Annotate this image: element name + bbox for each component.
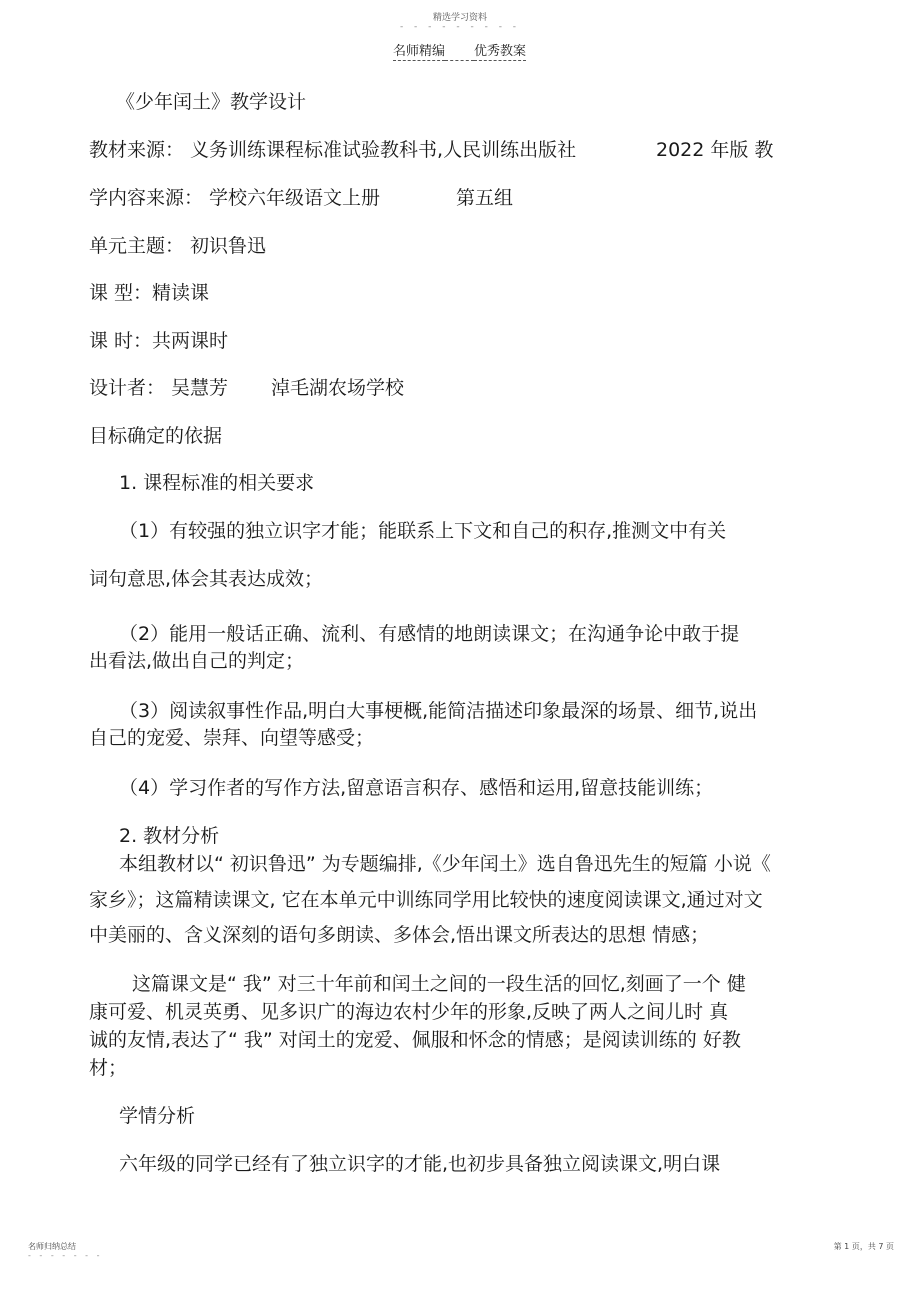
lesson-time: 课 时：共两课时: [89, 330, 229, 352]
section-2-title: 2. 教材分析: [119, 825, 220, 847]
standard-item-3-line-1: （3）阅读叙事性作品,明白大事梗概,能简洁描述印象最深的场景、细节,说出: [119, 700, 758, 722]
analysis-para-2-line-3: 诚的友情,表达了“ 我” 对闰土的宠爱、佩服和怀念的情感；是阅读训练的 好教: [89, 1029, 741, 1051]
top-caption: 精选学习资料: [432, 13, 487, 23]
analysis-para-2-line-2: 康可爱、机灵英勇、见多识广的海边农村少年的形象,反映了两人之间儿时 真: [89, 1001, 729, 1023]
standard-item-2-line-2: 出看法,做出自己的判定；: [89, 650, 305, 672]
header-label-left: 名师精编: [393, 44, 446, 59]
analysis-para-2-line-4: 材；: [89, 1057, 128, 1079]
unit-theme: 单元主题： 初识鲁迅: [89, 235, 267, 257]
source-line-2-group: 第五组: [456, 187, 514, 209]
section-3-title: 学情分析: [119, 1105, 196, 1127]
page-header: [393, 40, 526, 59]
analysis-para-1-line-1: 本组教材以“ 初识鲁迅” 为专题编排,《少年闰土》选自鲁迅先生的短篇 小说《: [119, 853, 771, 875]
learner-para-line-1: 六年级的同学已经有了独立识字的才能,也初步具备独立阅读课文,明白课: [119, 1153, 721, 1175]
footer-left-dashes: - - - - - - -: [28, 1251, 103, 1260]
section-1-title: 1. 课程标准的相关要求: [119, 472, 315, 494]
designer-school: 淖毛湖农场学校: [271, 377, 405, 399]
standard-item-3-line-2: 自己的宠爱、崇拜、向望等感受；: [89, 727, 375, 749]
source-line-1-year: 2022 年版 教: [656, 139, 774, 161]
header-label-right: 优秀教案: [473, 44, 526, 59]
lesson-type: 课 型：精读课: [89, 282, 210, 304]
designer: 设计者： 吴慧芳: [89, 377, 229, 399]
document-title: 《少年闰土》教学设计: [116, 91, 307, 113]
top-dashes: - - - - - - - - -: [399, 22, 521, 32]
standard-item-1-line-1: （1）有较强的独立识字才能；能联系上下文和自己的积存,推测文中有关: [119, 520, 727, 542]
standard-item-1-line-2: 词句意思,体会其表达成效；: [89, 568, 324, 590]
basis-heading: 目标确定的依据: [89, 425, 223, 447]
analysis-para-1-line-2: 家乡》；这篇精读课文, 它在本单元中训练同学用比较快的速度阅读课文,通过对文: [89, 889, 763, 911]
analysis-para-2-line-1: 这篇课文是“ 我” 对三十年前和闰土之间的一段生活的回忆,刻画了一个 健: [132, 973, 746, 995]
page-number: 第 1 页，共 7 页: [833, 1242, 894, 1251]
standard-item-4: （4）学习作者的写作方法,留意语言积存、感悟和运用,留意技能训练；: [119, 777, 714, 799]
footer-left: 名师归纳总结: [28, 1242, 76, 1251]
standard-item-2-line-1: （2）能用一般话正确、流利、有感情的地朗读课文；在沟通争论中敢于提: [119, 623, 740, 645]
analysis-para-1-line-3: 中美丽的、含义深刻的语句多朗读、多体会,悟出课文所表达的思想 情感；: [89, 924, 710, 946]
source-line-1: 教材来源： 义务训练课程标准试验教科书,人民训练出版社: [89, 139, 577, 161]
source-line-2: 学内容来源： 学校六年级语文上册: [89, 187, 381, 209]
